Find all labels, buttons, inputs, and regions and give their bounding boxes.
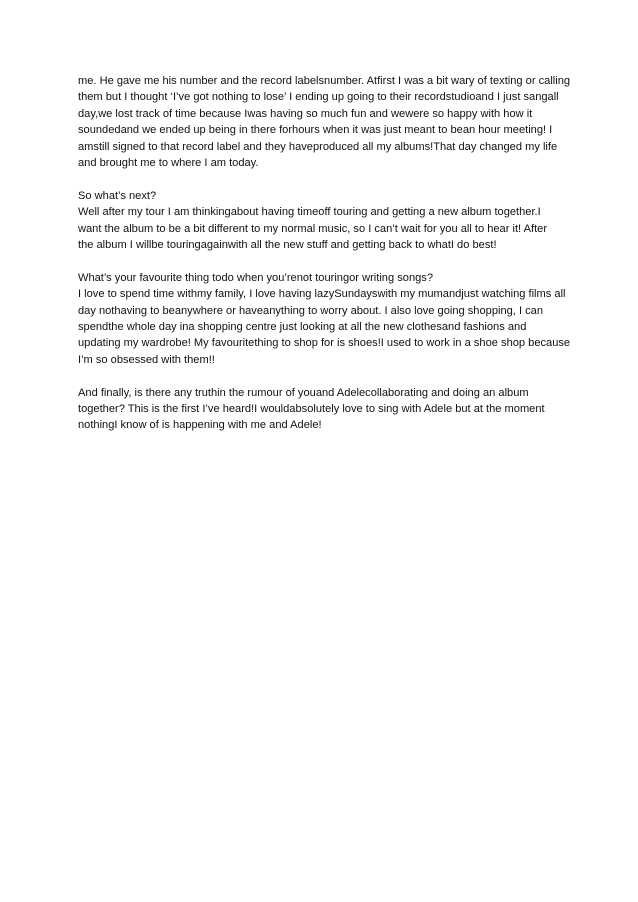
text-line: day,we lost track of time because Iwas having so much fun and wewere so happy with how it	[78, 107, 533, 120]
question-line: What’s your favourite thing todo when you’renot touringor writing songs?	[78, 271, 433, 284]
text-line: updating my wardrobe! My favouritething to shop for is shoes!I used to work in a shoe shop because	[78, 337, 571, 350]
document-body	[78, 73, 571, 450]
text-line: day nothaving to beanywhere or haveanything to worry about. I also love going shopping, I can	[78, 304, 544, 317]
text-line: amstill signed to that record label and they haveproduced all my albums!That day changed my life	[78, 140, 558, 153]
text-line: soundedand we ended up being in there forhours when it was just meant to bean hour meeting! I	[78, 124, 553, 137]
text-line: them but I thought ‘I’ve got nothing to lose’ I ending up going to their recordstudioand I just sangall	[78, 91, 559, 104]
text-line: me. He gave me his number and the record labelsnumber. Atfirst I was a bit wary of texting or calling	[78, 75, 571, 87]
text-line: together? This is the first I’ve heard!I wouldabsolutely love to sing with Adele but at the moment	[78, 403, 545, 416]
text-line: the album I willbe touringagainwith all the new stuff and getting back to whatI do best!	[78, 239, 497, 252]
text-line: and brought me to where I am today.	[78, 157, 259, 170]
text-line: nothingI know of is happening with me and Adele!	[78, 419, 322, 432]
text-line: I love to spend time withmy family, I love having lazySundayswith my mumandjust watching films all	[78, 288, 566, 301]
text-line: Well after my tour I am thinkingabout having timeoff touring and getting a new album together.I	[78, 206, 541, 219]
paragraph-and-finally	[78, 385, 568, 434]
text-line: I’m so obsessed with them!!	[78, 353, 215, 366]
paragraph-favourite-thing	[78, 270, 571, 368]
question-line: And finally, is there any truthin the rumour of youand Adelecollaborating and doing an album	[78, 386, 529, 399]
text-line: spendthe whole day ina shopping centre just looking at all the new clothesand fashions and	[78, 321, 527, 334]
text-line: want the album to be a bit different to my normal music, so I can’t wait for you all to hear it! After	[78, 222, 548, 235]
paragraph-record-label	[78, 73, 571, 171]
question-line: So what’s next?	[78, 189, 157, 202]
paragraph-whats-next	[78, 188, 568, 254]
